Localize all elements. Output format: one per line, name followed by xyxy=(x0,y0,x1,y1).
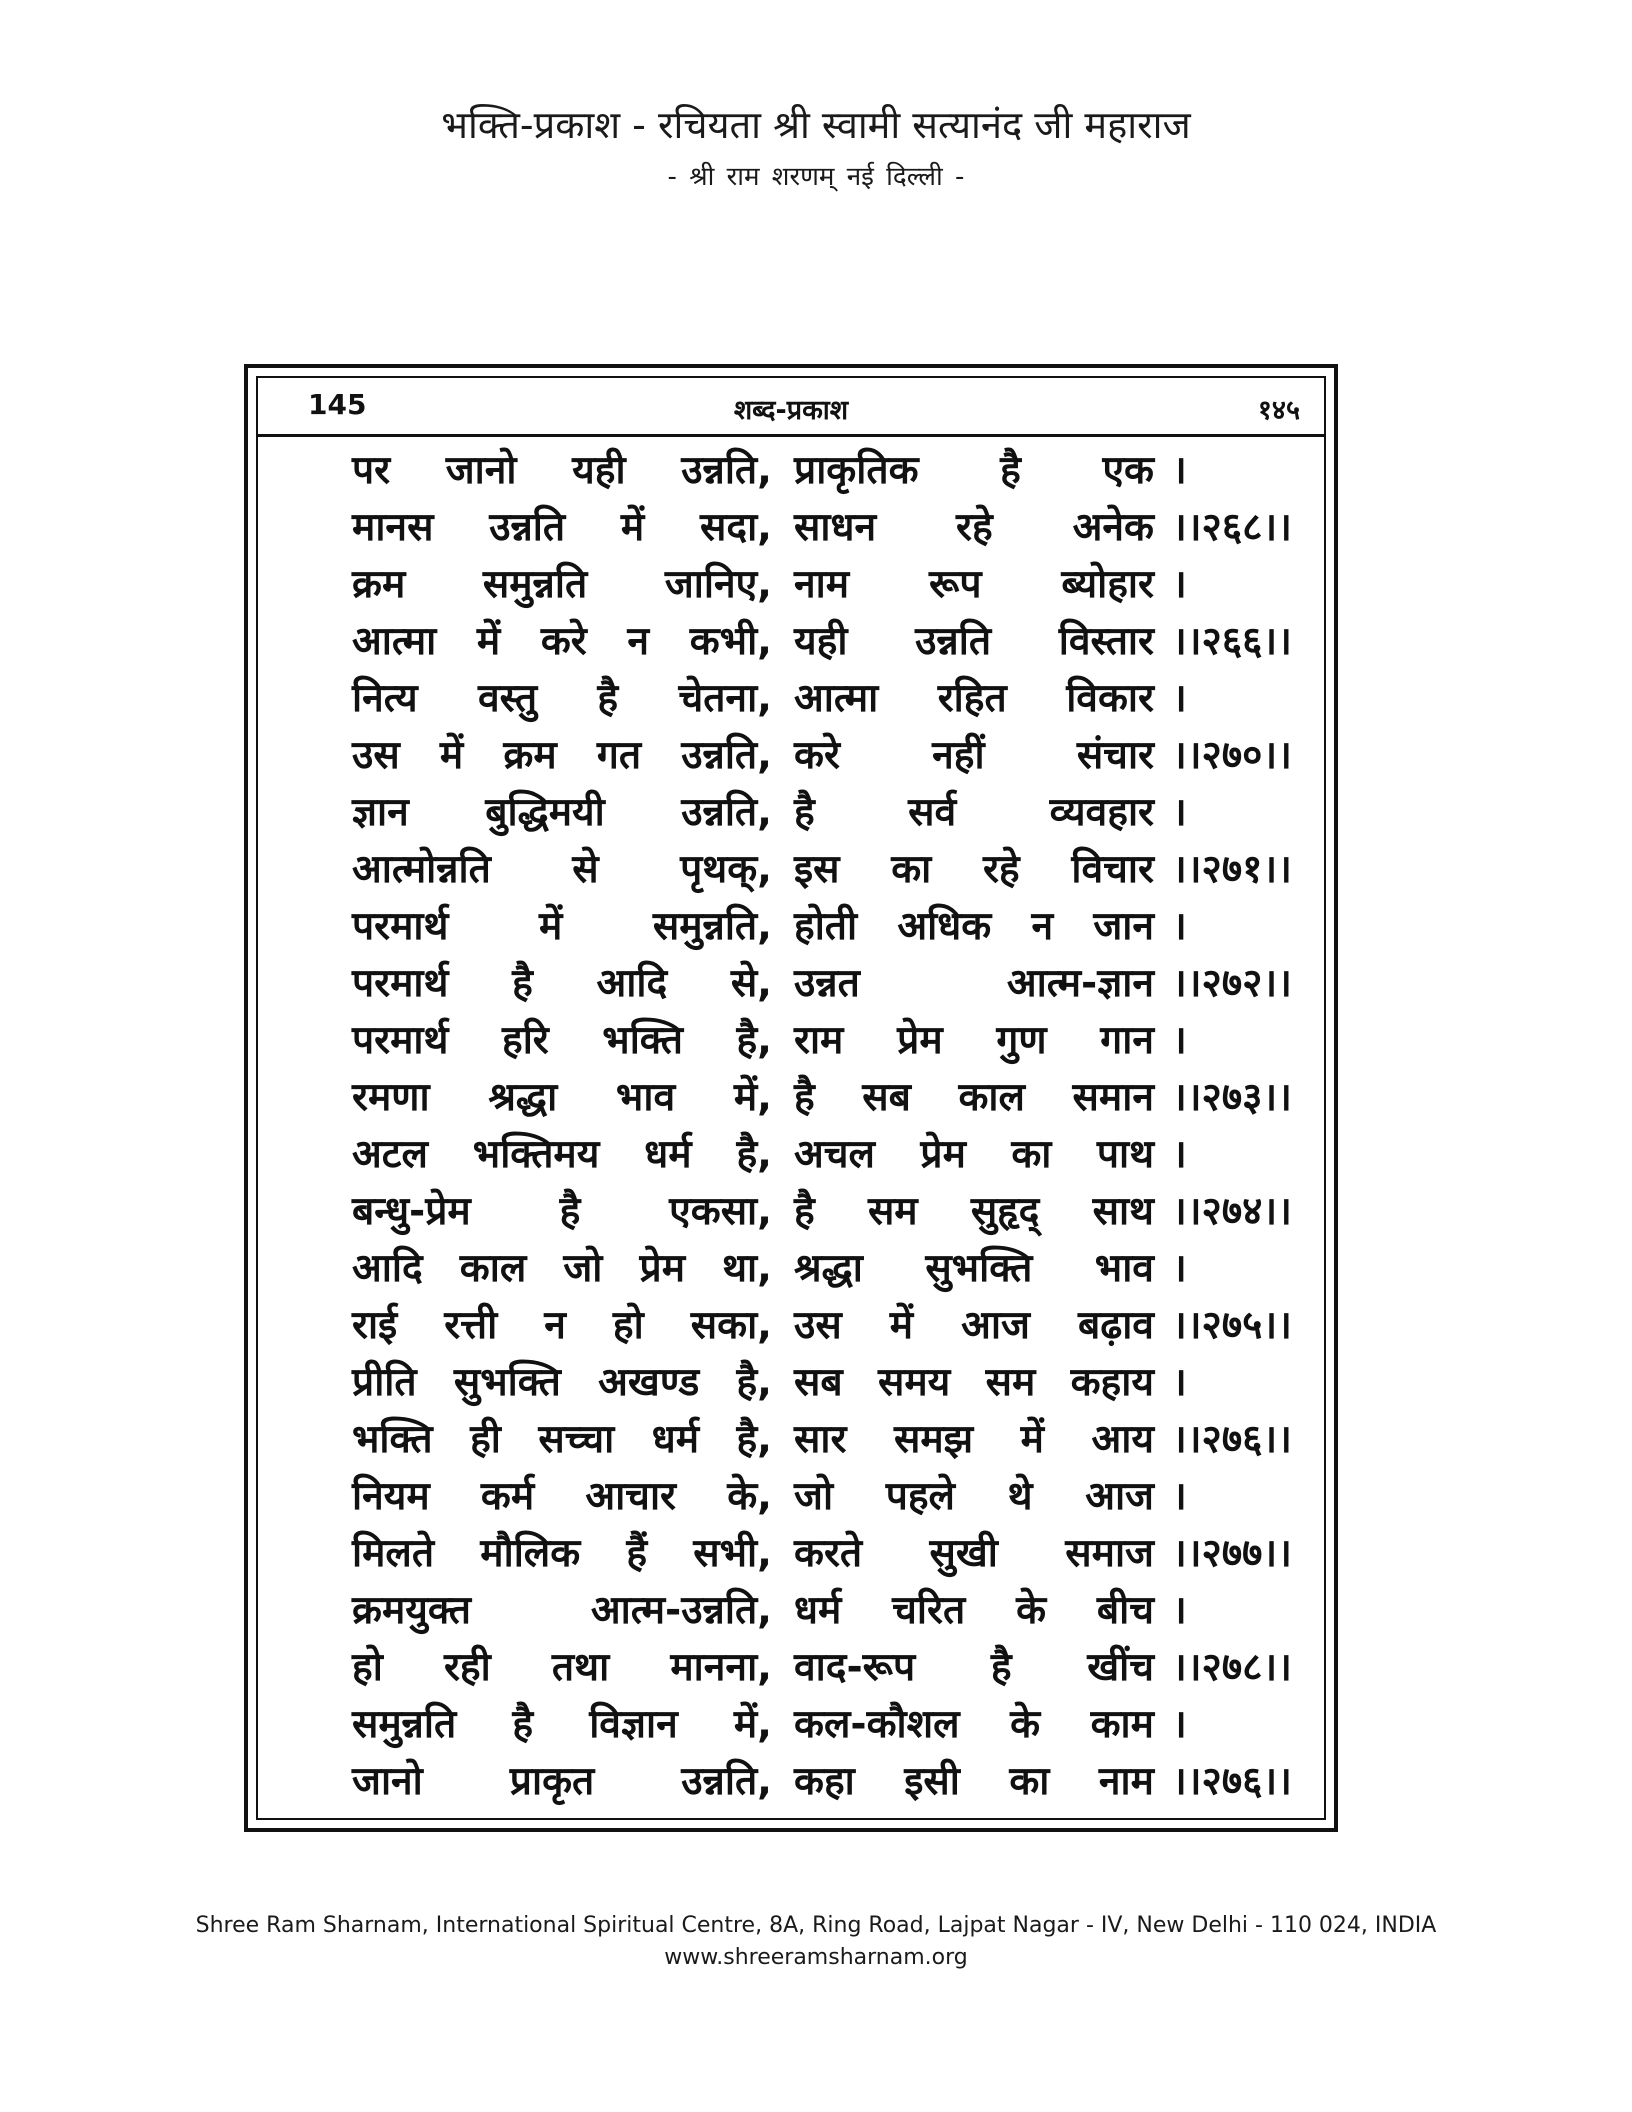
verse-first-half xyxy=(352,1753,772,1806)
verse-word: संचार xyxy=(1076,733,1154,778)
verse-word: आचार xyxy=(585,1474,677,1519)
verse-first-half xyxy=(352,727,772,780)
verse-end-mark: । xyxy=(1172,1360,1187,1405)
verse-word: सम xyxy=(867,1189,918,1234)
verse-word: कर्म xyxy=(480,1474,535,1519)
verse-end-mark: । xyxy=(1172,1702,1187,1747)
verse-first-half xyxy=(352,556,772,609)
verse-second-half xyxy=(794,1468,1154,1521)
verse-first-half xyxy=(352,1582,772,1635)
verse-word: जान xyxy=(1093,904,1154,949)
verse-word: नाम xyxy=(794,562,850,607)
verse-word: धर्म xyxy=(651,1417,700,1462)
verse-word: एक xyxy=(1102,448,1154,493)
verse-word: काल xyxy=(958,1075,1025,1120)
verse-word: प्राकृत xyxy=(509,1759,595,1804)
verse-first-half xyxy=(352,1183,772,1236)
verse-word: करे xyxy=(794,733,840,778)
verse-first-half xyxy=(352,1297,772,1350)
verse-line xyxy=(352,1238,1292,1295)
verse-line xyxy=(352,1181,1292,1238)
footer-address: Shree Ram Sharnam, International Spiritual Centre, 8A, Ring Road, Lajpat Nagar - IV, New Delhi - 110 024, INDIA xyxy=(195,1913,1437,1938)
verse-end-mark: । xyxy=(1172,790,1187,835)
verse-end-mark: । xyxy=(1172,1474,1187,1519)
verse-end-mark: । xyxy=(1172,1246,1187,1291)
verse-line xyxy=(352,782,1292,839)
book-title: भक्ति-प्रकाश - रचियता श्री स्वामी सत्यानंद जी महाराज xyxy=(441,103,1191,147)
verse-second-half xyxy=(794,1411,1154,1464)
verse-end-mark: ।।२७३।। xyxy=(1172,1075,1292,1120)
verse-end-mark: ।।२७६।। xyxy=(1172,1759,1292,1804)
verse-line xyxy=(352,1067,1292,1124)
verse-word: नित्य xyxy=(352,676,418,721)
verse-line xyxy=(352,668,1292,725)
verse-word: पाथ xyxy=(1096,1132,1154,1177)
verse-word: रहित xyxy=(937,676,1007,721)
verse-word: विकार xyxy=(1066,676,1154,721)
verse-first-half xyxy=(352,1069,772,1122)
verse-word: विज्ञान xyxy=(589,1702,678,1747)
verse-second-half xyxy=(794,727,1154,780)
verse-word: सदा, xyxy=(700,505,772,550)
verse-word: है, xyxy=(736,1360,772,1405)
verse-word: में xyxy=(439,733,464,778)
verse-word: धर्म xyxy=(644,1132,692,1177)
verse-line xyxy=(352,1409,1292,1466)
verse-word: तथा xyxy=(551,1645,610,1690)
verse-word: आत्म-ज्ञान xyxy=(1006,961,1154,1006)
verse-word: है xyxy=(512,961,533,1006)
verse-word: कहाय xyxy=(1070,1360,1154,1405)
verse-end-mark: ।।२६८।। xyxy=(1172,505,1292,550)
verse-first-half xyxy=(352,613,772,666)
verse-word: है xyxy=(990,1645,1012,1690)
verse-word: का xyxy=(1009,1759,1050,1804)
verse-second-half xyxy=(794,1012,1154,1065)
verse-word: प्रीति xyxy=(352,1360,417,1405)
verse-word: न xyxy=(544,1303,566,1348)
verse-word: जो xyxy=(794,1474,834,1519)
verse-word: आत्म-उन्नति, xyxy=(590,1588,772,1633)
verse-line xyxy=(352,896,1292,953)
verse-line xyxy=(352,1295,1292,1352)
verse-word: मानना, xyxy=(670,1645,772,1690)
verse-word: उस xyxy=(794,1303,842,1348)
verse-word: पृथक्, xyxy=(680,847,772,892)
verse-word: जो xyxy=(563,1246,603,1291)
verse-first-half xyxy=(352,1012,772,1065)
verse-word: है xyxy=(559,1189,581,1234)
verse-word: बन्धु-प्रेम xyxy=(352,1189,471,1234)
verse-word: काल xyxy=(459,1246,527,1291)
verse-word: इस xyxy=(794,847,840,892)
verse-word: से, xyxy=(730,961,772,1006)
verse-first-half xyxy=(352,955,772,1008)
verse-second-half xyxy=(794,1525,1154,1578)
verse-word: सुभक्ति xyxy=(453,1360,561,1405)
verse-word: सार xyxy=(794,1417,847,1462)
verse-second-half xyxy=(794,1753,1154,1806)
verse-word: सभी, xyxy=(693,1531,772,1576)
verse-word: उन्नति, xyxy=(681,790,772,835)
verse-word: मिलते xyxy=(352,1531,435,1576)
verse-word: आदि xyxy=(352,1246,423,1291)
verse-word: आत्मोन्नति xyxy=(352,847,491,892)
verse-word: है xyxy=(794,1075,815,1120)
verse-line xyxy=(352,1751,1292,1808)
verse-word: साथ xyxy=(1092,1189,1154,1234)
verse-first-half xyxy=(352,784,772,837)
verse-word: राई xyxy=(352,1303,398,1348)
verse-word: में, xyxy=(733,1075,772,1120)
verse-word: अखण्ड xyxy=(598,1360,700,1405)
verse-line xyxy=(352,1466,1292,1523)
verse-word: चेतना, xyxy=(678,676,772,721)
verse-word: आदि xyxy=(596,961,668,1006)
verse-word: उन्नति, xyxy=(681,733,772,778)
page-number-devanagari: १४५ xyxy=(1257,395,1300,426)
verse-word: हो xyxy=(352,1645,383,1690)
verse-word: कहा xyxy=(794,1759,855,1804)
page-frame xyxy=(244,364,1338,1832)
verse-word: भाव xyxy=(615,1075,676,1120)
verse-word: भक्ति xyxy=(602,1018,683,1063)
verse-word: श्रद्धा xyxy=(794,1246,863,1291)
verse-first-half xyxy=(352,1696,772,1749)
verse-word: है xyxy=(794,790,815,835)
verse-word: बढ़ाव xyxy=(1077,1303,1154,1348)
verse-word: ब्योहार xyxy=(1061,562,1154,607)
verse-word: वस्तु xyxy=(478,676,538,721)
verse-second-half xyxy=(794,670,1154,723)
verse-word: अटल xyxy=(352,1132,428,1177)
verse-word: मानस xyxy=(352,505,434,550)
verse-line xyxy=(352,611,1292,668)
verse-word: अधिक xyxy=(897,904,992,949)
verse-word: मौलिक xyxy=(480,1531,581,1576)
verse-word: सब xyxy=(794,1360,843,1405)
verse-line xyxy=(352,440,1292,497)
verse-word: अचल xyxy=(794,1132,876,1177)
verse-word: आत्मा xyxy=(352,619,437,664)
verse-word: में xyxy=(1020,1417,1044,1462)
verse-word: आज xyxy=(961,1303,1030,1348)
verse-word: विचार xyxy=(1071,847,1154,892)
verse-word: परमार्थ xyxy=(352,961,449,1006)
verse-word: हैं xyxy=(626,1531,648,1576)
verse-word: है xyxy=(794,1189,815,1234)
verse-word: श्रद्धा xyxy=(488,1075,558,1120)
verse-word: के xyxy=(1010,1702,1041,1747)
verse-line xyxy=(352,1352,1292,1409)
verse-word: हरि xyxy=(501,1018,549,1063)
verse-word: न xyxy=(1031,904,1054,949)
footer-website: www.shreeramsharnam.org xyxy=(664,1945,968,1970)
verse-word: कभी, xyxy=(689,619,772,664)
verse-first-half xyxy=(352,841,772,894)
verse-word: बुद्धिमयी xyxy=(485,790,605,835)
verse-word: बीच xyxy=(1096,1588,1154,1633)
verse-word: आज xyxy=(1085,1474,1154,1519)
verse-word: में, xyxy=(733,1702,772,1747)
verse-word: प्रेम xyxy=(920,1132,966,1177)
verse-word: है, xyxy=(736,1132,772,1177)
verse-word: उन्नति, xyxy=(681,1759,772,1804)
verse-word: राम xyxy=(794,1018,844,1063)
verse-word: था, xyxy=(722,1246,772,1291)
verse-first-half xyxy=(352,1354,772,1407)
verse-word: गत xyxy=(596,733,642,778)
verse-second-half xyxy=(794,1069,1154,1122)
verse-word: जानिए, xyxy=(664,562,772,607)
verse-word: विस्तार xyxy=(1058,619,1154,664)
verse-first-half xyxy=(352,499,772,552)
verse-word: व्यवहार xyxy=(1049,790,1154,835)
verse-line xyxy=(352,1010,1292,1067)
verse-second-half xyxy=(794,1354,1154,1407)
verse-word: आय xyxy=(1091,1417,1154,1462)
verse-word: पहले xyxy=(885,1474,955,1519)
document-footer xyxy=(0,1910,1632,1974)
verse-word: साधन xyxy=(794,505,877,550)
verse-word: होती xyxy=(794,904,858,949)
verse-first-half xyxy=(352,1639,772,1692)
verse-end-mark: ।।२७८।। xyxy=(1172,1645,1292,1690)
verse-word: परमार्थ xyxy=(352,904,449,949)
verse-end-mark: । xyxy=(1172,676,1187,721)
verse-word: सुहृद् xyxy=(970,1189,1040,1234)
verse-word: समय xyxy=(877,1360,951,1405)
verse-word: है xyxy=(512,1702,534,1747)
verse-first-half xyxy=(352,1240,772,1293)
verse-word: इसी xyxy=(904,1759,960,1804)
verse-word: जानो xyxy=(445,448,517,493)
verse-word: समुन्नति xyxy=(482,562,588,607)
verse-end-mark: ।।२७६।। xyxy=(1172,1417,1292,1462)
verse-word: करते xyxy=(794,1531,863,1576)
running-head xyxy=(258,378,1324,437)
verse-end-mark: ।।२७०।। xyxy=(1172,733,1292,778)
verse-word: सच्चा xyxy=(538,1417,615,1462)
verse-end-mark: । xyxy=(1172,448,1187,493)
verse-first-half xyxy=(352,1411,772,1464)
verse-end-mark: ।।२७७।। xyxy=(1172,1531,1292,1576)
verse-word: है, xyxy=(736,1417,772,1462)
page-inner-frame xyxy=(256,376,1326,1820)
verse-word: रत्ती xyxy=(444,1303,498,1348)
verse-first-half xyxy=(352,1126,772,1179)
verse-word: गुण xyxy=(996,1018,1047,1063)
verse-word: उन्नत xyxy=(794,961,860,1006)
verse-word: रहे xyxy=(982,847,1020,892)
verse-word: थे xyxy=(1007,1474,1033,1519)
verse-word: समझ xyxy=(893,1417,974,1462)
verse-word: रहे xyxy=(956,505,993,550)
verse-second-half xyxy=(794,841,1154,894)
verse-end-mark: ।।२६६।। xyxy=(1172,619,1292,664)
verse-second-half xyxy=(794,1240,1154,1293)
verse-word: क्रम xyxy=(503,733,557,778)
verse-word: कल-कौशल xyxy=(794,1702,960,1747)
verse-word: उन्नति xyxy=(489,505,566,550)
verse-word: रूप xyxy=(929,562,982,607)
verse-word: पर xyxy=(352,448,391,493)
verse-word: क्रमयुक्त xyxy=(352,1588,472,1633)
verse-word: क्रम xyxy=(352,562,406,607)
verse-second-half xyxy=(794,955,1154,1008)
verse-word: के, xyxy=(727,1474,772,1519)
verse-second-half xyxy=(794,898,1154,951)
verse-second-half xyxy=(794,442,1154,495)
verse-block xyxy=(352,440,1292,1808)
verse-word: के xyxy=(1016,1588,1047,1633)
verse-second-half xyxy=(794,1183,1154,1236)
verse-word: सुभक्ति xyxy=(925,1246,1033,1291)
verse-first-half xyxy=(352,898,772,951)
document-header xyxy=(0,98,1632,198)
verse-end-mark: । xyxy=(1172,562,1187,607)
verse-line xyxy=(352,953,1292,1010)
chapter-title: शब्द-प्रकाश xyxy=(733,395,849,426)
verse-end-mark: । xyxy=(1172,904,1187,949)
verse-line xyxy=(352,1124,1292,1181)
verse-word: उन्नति, xyxy=(681,448,772,493)
verse-word: भाव xyxy=(1094,1246,1154,1291)
verse-end-mark: ।।२७५।। xyxy=(1172,1303,1292,1348)
verse-word: यही xyxy=(572,448,626,493)
verse-word: रमणा xyxy=(352,1075,430,1120)
verse-word: है xyxy=(1000,448,1021,493)
verse-second-half xyxy=(794,784,1154,837)
verse-word: सर्व xyxy=(908,790,957,835)
verse-first-half xyxy=(352,1525,772,1578)
verse-line xyxy=(352,1637,1292,1694)
verse-word: आत्मा xyxy=(794,676,879,721)
verse-word: का xyxy=(891,847,932,892)
verse-word: समुन्नति, xyxy=(652,904,772,949)
verse-line xyxy=(352,497,1292,554)
verse-second-half xyxy=(794,1582,1154,1635)
verse-word: रही xyxy=(443,1645,491,1690)
verse-word: सुखी xyxy=(929,1531,998,1576)
verse-end-mark: । xyxy=(1172,1018,1187,1063)
verse-word: प्रेम xyxy=(897,1018,943,1063)
verse-word: ही xyxy=(470,1417,501,1462)
verse-word: उस xyxy=(352,733,400,778)
verse-word: भक्ति xyxy=(352,1417,433,1462)
verse-end-mark: । xyxy=(1172,1588,1187,1633)
verse-word: समान xyxy=(1072,1075,1154,1120)
verse-word: जानो xyxy=(352,1759,423,1804)
verse-second-half xyxy=(794,556,1154,609)
verse-word: यही xyxy=(794,619,848,664)
verse-word: चरित xyxy=(892,1588,966,1633)
verse-word: ज्ञान xyxy=(352,790,409,835)
verse-word: काम xyxy=(1090,1702,1154,1747)
verse-end-mark: । xyxy=(1172,1132,1187,1177)
verse-first-half xyxy=(352,1468,772,1521)
verse-word: परमार्थ xyxy=(352,1018,449,1063)
verse-word: नियम xyxy=(352,1474,430,1519)
verse-word: है xyxy=(597,676,619,721)
verse-word: सम xyxy=(985,1360,1036,1405)
verse-line xyxy=(352,1694,1292,1751)
verse-word: उन्नति xyxy=(915,619,992,664)
verse-word: नाम xyxy=(1098,1759,1154,1804)
verse-word: अनेक xyxy=(1072,505,1154,550)
verse-word: है, xyxy=(736,1018,772,1063)
publisher-line: - श्री राम शरणम् नई दिल्ली - xyxy=(667,162,965,192)
verse-line xyxy=(352,1523,1292,1580)
verse-end-mark: ।।२७२।। xyxy=(1172,961,1292,1006)
verse-word: एकसा, xyxy=(669,1189,772,1234)
verse-word: न xyxy=(627,619,650,664)
verse-word: धर्म xyxy=(794,1588,842,1633)
page-number-arabic: 145 xyxy=(308,388,367,421)
verse-second-half xyxy=(794,499,1154,552)
verse-word: खींच xyxy=(1087,1645,1154,1690)
verse-word: में xyxy=(889,1303,914,1348)
verse-line xyxy=(352,1580,1292,1637)
verse-line xyxy=(352,725,1292,782)
verse-word: में xyxy=(539,904,563,949)
verse-word: समाज xyxy=(1065,1531,1154,1576)
verse-end-mark: ।।२७१।। xyxy=(1172,847,1292,892)
verse-end-mark: ।।२७४।। xyxy=(1172,1189,1292,1234)
verse-word: में xyxy=(476,619,501,664)
verse-word: में xyxy=(620,505,645,550)
verse-first-half xyxy=(352,670,772,723)
verse-first-half xyxy=(352,442,772,495)
verse-word: सब xyxy=(862,1075,911,1120)
verse-line xyxy=(352,839,1292,896)
verse-second-half xyxy=(794,613,1154,666)
verse-word: गान xyxy=(1100,1018,1154,1063)
verse-word: हो xyxy=(612,1303,644,1348)
verse-word: प्राकृतिक xyxy=(794,448,919,493)
verse-word: वाद-रूप xyxy=(794,1645,916,1690)
verse-line xyxy=(352,554,1292,611)
verse-second-half xyxy=(794,1126,1154,1179)
verse-second-half xyxy=(794,1297,1154,1350)
verse-word: करे xyxy=(540,619,587,664)
verse-second-half xyxy=(794,1639,1154,1692)
verse-word: से xyxy=(572,847,599,892)
verse-word: समुन्नति xyxy=(352,1702,457,1747)
verse-word: प्रेम xyxy=(639,1246,686,1291)
verse-word: भक्तिमय xyxy=(472,1132,600,1177)
verse-word: सका, xyxy=(690,1303,772,1348)
verse-second-half xyxy=(794,1696,1154,1749)
verse-word: नहीं xyxy=(932,733,985,778)
verse-word: का xyxy=(1011,1132,1052,1177)
